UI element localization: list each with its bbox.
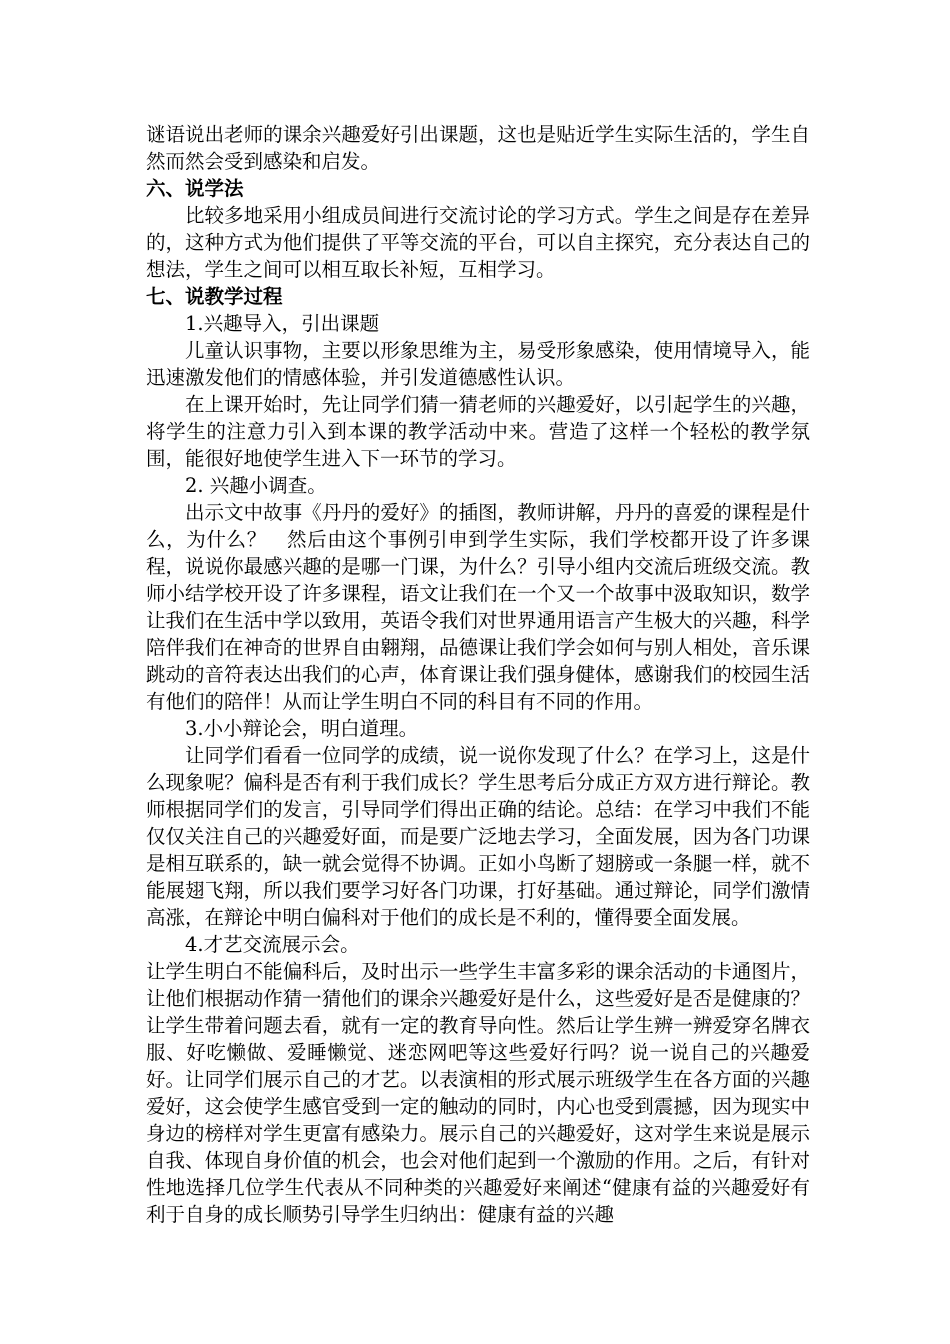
paragraph-debate: 让同学们看看一位同学的成绩，说一说你发现了什么？在学习上，这是什么现象呢？偏科是否有利于我们成长？学生思考后分成正方双方进行辩论。教师根据同学们的发言，引导同学们得出正确的结论。总结：在学习中我们不能仅仅关注自己的兴趣爱好面，而是要广泛地去学习，全面发展，因为各门功课是相互联系的，缺一就会觉得不协调。正如小鸟断了翅膀或一条腿一样，就不能展翅飞翔，所以我们要学习好各门功课，打好基础。通过辩论，同学们激情高涨，在辩论中明白偏科对于他们的成长是不利的，懂得要全面发展。: [146, 744, 810, 929]
subheading-talent-show: 4.才艺交流展示会。: [185, 933, 360, 956]
paragraph-dandan-story: 出示文中故事《丹丹的爱好》的插图，教师讲解，丹丹的喜爱的课程是什么，为什么？ 然后由这个事例引申到学生实际，我们学校都开设了许多课程，说说你最感兴趣的是哪一门课，为什么？引导小组内交流后班级交流。教师小结学校开设了许多课程，语文让我们在一个又一个故事中汲取知识，数学让我们在生活中学以致用，英语令我们对世界通用语言产生极大的兴趣，科学陪伴我们在神奇的世界自由翱翔，品德课让我们学会如何与别人相处，音乐课跳动的音符表达出我们的心声，体育课让我们强身健体，感谢我们的校园生活有他们的陪伴！从而让学生明白不同的科目有不同的作用。: [146, 501, 810, 713]
subheading-interest-intro: 1.兴趣导入，引出课题: [185, 312, 380, 335]
section-heading-teaching-process: 七、说教学过程: [146, 285, 283, 308]
document-page: [146, 121, 810, 1228]
paragraph-talent-show: 让学生明白不能偏科后，及时出示一些学生丰富多彩的课余活动的卡通图片，让他们根据动作猜一猜他们的课余兴趣爱好是什么，这些爱好是否是健康的？让学生带着问题去看，就有一定的教育导向性。然后让学生辨一辨爱穿名牌衣服、好吃懒做、爱睡懒觉、迷恋网吧等这些爱好行吗？说一说自己的兴趣爱好。让同学们展示自己的才艺。以表演相的形式展示班级学生在各方面的兴趣爱好，这会使学生感官受到一定的触动的同时，内心也受到震撼，因为现实中身边的榜样对学生更富有感染力。展示自己的兴趣爱好，这对学生来说是展示自我、体现自身价值的机会，也会对他们起到一个激励的作用。之后，有针对性地选择几位学生代表从不同种类的兴趣爱好来阐述“健康有益的兴趣爱好有利于自身的成长顺势引导学生归纳出：健康有益的兴趣: [146, 960, 810, 1226]
paragraph-children-cognition: 儿童认识事物，主要以形象思维为主，易受形象感染，使用情境导入，能迅速激发他们的情感体验，并引发道德感性认识。: [146, 339, 810, 389]
paragraph-intro-continued: 谜语说出老师的课余兴趣爱好引出课题，这也是贴近学生实际生活的，学生自然而然会受到感染和启发。: [146, 123, 810, 173]
subheading-debate: 3.小小辩论会，明白道理。: [185, 717, 419, 740]
subheading-interest-survey: 2. 兴趣小调查。: [185, 474, 327, 497]
paragraph-class-start: 在上课开始时，先让同学们猜一猜老师的兴趣爱好，以引起学生的兴趣，将学生的注意力引入到本课的教学活动中来。营造了这样一个轻松的教学氛围，能很好地使学生进入下一环节的学习。: [146, 393, 810, 470]
section-heading-learning-method: 六、说学法: [146, 177, 244, 200]
paragraph-learning-method: 比较多地采用小组成员间进行交流讨论的学习方式。学生之间是存在差异的，这种方式为他们提供了平等交流的平台，可以自主探究，充分表达自己的想法，学生之间可以相互取长补短，互相学习。: [146, 204, 810, 281]
